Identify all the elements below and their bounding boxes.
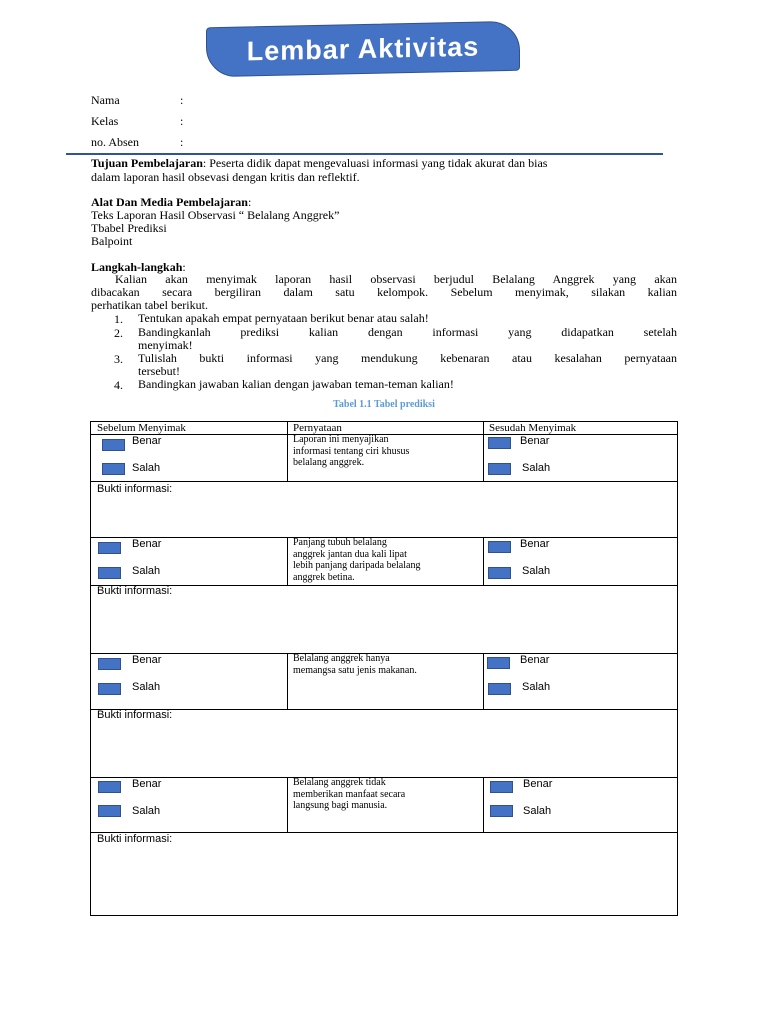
grid-line	[483, 422, 484, 481]
divider	[66, 153, 663, 155]
name-field[interactable]	[91, 93, 184, 108]
grid-line	[91, 585, 677, 586]
table-caption: Tabel 1.1 Tabel prediksi	[333, 399, 435, 410]
after-true-label: Benar	[520, 654, 550, 666]
evidence-label: Bukti informasi:	[97, 585, 173, 597]
class-colon: :	[180, 114, 184, 128]
steps-intro-line: Kalian akan menyimak laporan hasil observasi berjudul Belalang Anggrek yang akan	[115, 272, 677, 286]
before-false-label: Salah	[132, 565, 161, 577]
after-true-label: Benar	[520, 538, 550, 550]
statement-line: lebih panjang daripada belalang	[293, 560, 421, 571]
statement-text	[293, 434, 479, 469]
after-true-checkbox[interactable]	[488, 437, 511, 449]
before-true-checkbox[interactable]	[98, 658, 121, 670]
after-true-checkbox[interactable]	[488, 541, 511, 553]
steps-colon: :	[182, 260, 186, 274]
before-false-checkbox[interactable]	[98, 805, 121, 817]
statement-text	[293, 537, 479, 583]
step-text: Tentukan apakah empat pernyataan berikut benar atau salah!	[138, 311, 429, 325]
before-true-checkbox[interactable]	[98, 781, 121, 793]
step-text: Bandingkan jawaban kalian dengan jawaban teman-teman kalian!	[138, 377, 454, 391]
statement-line: Laporan ini menyajikan	[293, 434, 389, 445]
statement-line: belalang anggrek.	[293, 457, 365, 468]
before-true-label: Benar	[132, 538, 162, 550]
class-field[interactable]	[91, 114, 184, 129]
after-true-checkbox[interactable]	[490, 781, 513, 793]
step-text-cont: tersebut!	[138, 364, 180, 378]
after-false-label: Salah	[522, 565, 551, 577]
objective-text: : Peserta didik dapat mengevaluasi informasi yang tidak akurat dan bias	[202, 156, 548, 170]
grid-line	[483, 653, 484, 709]
grid-line	[287, 422, 288, 481]
before-true-checkbox[interactable]	[98, 542, 121, 554]
page-title: Lembar Aktivitas	[246, 31, 480, 66]
materials-item: Balpoint	[91, 234, 133, 248]
prediction-table	[90, 421, 678, 916]
before-false-label: Salah	[132, 462, 161, 474]
step-text: Tulislah bukti informasi yang mendukung kebenaran atau kesalahan pernyataan	[138, 351, 677, 365]
after-false-label: Salah	[522, 462, 551, 474]
before-false-label: Salah	[132, 681, 161, 693]
statement-line: Belalang anggrek hanya	[293, 653, 390, 664]
before-false-checkbox[interactable]	[102, 463, 125, 475]
before-false-label: Salah	[132, 805, 161, 817]
objective-heading: Tujuan Pembelajaran	[91, 156, 203, 170]
steps-intro-line: perhatikan tabel berikut.	[91, 298, 208, 312]
before-true-label: Benar	[132, 435, 162, 447]
after-false-checkbox[interactable]	[488, 683, 511, 695]
absen-colon: :	[180, 135, 184, 149]
statement-line: anggrek jantan dua kali lipat	[293, 548, 407, 560]
name-colon: :	[180, 93, 184, 107]
after-false-checkbox[interactable]	[490, 805, 513, 817]
before-false-checkbox[interactable]	[98, 567, 121, 579]
after-false-checkbox[interactable]	[488, 567, 511, 579]
after-true-label: Benar	[523, 778, 553, 790]
grid-line	[287, 777, 288, 832]
grid-line	[91, 481, 677, 482]
header-after: Sesudah Menyimak	[489, 422, 577, 434]
statement-line: memberikan manfaat secara	[293, 788, 406, 800]
after-false-label: Salah	[523, 805, 552, 817]
after-false-checkbox[interactable]	[488, 463, 511, 475]
statement-line: Panjang tubuh belalang	[293, 537, 387, 548]
before-true-label: Benar	[132, 778, 162, 790]
step-number: 1.	[114, 312, 123, 326]
class-label: Kelas	[91, 114, 119, 128]
statement-line: langsung bagi manusia.	[293, 800, 388, 811]
name-label: Nama	[91, 93, 120, 107]
before-false-checkbox[interactable]	[98, 683, 121, 695]
step-number: 3.	[114, 352, 123, 366]
statement-line: memangsa satu jenis makanan.	[293, 664, 417, 676]
materials-item: Tbabel Prediksi	[91, 221, 167, 235]
after-true-checkbox[interactable]	[487, 657, 510, 669]
statement-text	[293, 653, 479, 676]
evidence-label: Bukti informasi:	[97, 709, 173, 721]
grid-line	[91, 709, 677, 710]
title-banner	[206, 21, 520, 78]
grid-line	[91, 832, 677, 833]
materials-heading: Alat Dan Media Pembelajaran	[91, 195, 248, 209]
step-number: 4.	[114, 378, 123, 392]
steps-heading: Langkah-langkah	[91, 260, 183, 274]
objective-line-1	[91, 157, 677, 171]
step-text-cont: menyimak!	[138, 338, 193, 352]
statement-line: informasi tentang ciri khusus	[293, 445, 410, 457]
header-statement: Pernyataan	[293, 422, 342, 434]
step-text: Bandingkanlah prediksi kalian dengan informasi yang didapatkan setelah	[138, 325, 677, 339]
absen-field[interactable]	[91, 135, 184, 150]
grid-line	[287, 537, 288, 585]
steps-intro-line: dibacakan secara bergiliran dalam satu kelompok. Sebelum menyimak, silakan kalian	[91, 285, 677, 299]
before-true-label: Benar	[132, 654, 162, 666]
after-true-label: Benar	[520, 435, 550, 447]
statement-line: Belalang anggrek tidak	[293, 777, 386, 788]
statement-line: anggrek betina.	[293, 571, 355, 583]
absen-label: no. Absen	[91, 135, 139, 149]
grid-line	[483, 537, 484, 585]
materials-item: Teks Laporan Hasil Observasi “ Belalang Anggrek”	[91, 208, 340, 222]
before-true-checkbox[interactable]	[102, 439, 125, 451]
header-before: Sebelum Menyimak	[97, 422, 186, 434]
evidence-label: Bukti informasi:	[97, 483, 173, 495]
after-false-label: Salah	[522, 681, 551, 693]
grid-line	[483, 777, 484, 832]
step-number: 2.	[114, 326, 123, 340]
grid-line	[287, 653, 288, 709]
statement-text	[293, 777, 479, 812]
materials-colon: :	[247, 195, 252, 209]
evidence-label: Bukti informasi:	[97, 833, 173, 845]
objective-line-2: dalam laporan hasil obsevasi dengan kritis dan reflektif.	[91, 170, 360, 184]
